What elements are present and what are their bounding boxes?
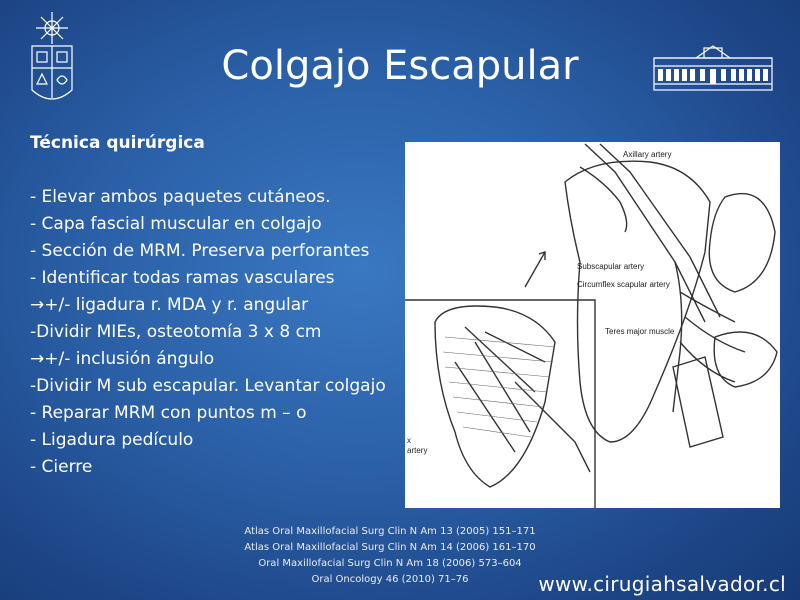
step-item: - Ligadura pedículo [30,430,194,450]
university-crest-icon [26,10,78,110]
step-item: →+/- ligadura r. MDA y r. angular [30,295,309,315]
technique-content [30,130,410,481]
anatomy-drawing-icon [405,142,780,508]
label-axillary-artery: Axillary artery [623,150,672,159]
section-heading: Técnica quirúrgica [30,133,205,153]
step-item: -Dividir M sub escapular. Levantar colgajo [30,376,386,396]
slide-title: Colgajo Escapular [221,43,579,89]
step-item: →+/- inclusión ángulo [30,349,215,369]
website-url: www.cirugiahsalvador.cl [538,572,786,596]
hospital-building-icon [652,44,774,94]
references [190,524,590,588]
label-subscapular-artery: Subscapular artery [577,262,645,271]
step-item: -Dividir MIEs, osteotomía 3 x 8 cm [30,322,322,342]
label-circumflex-scapular-artery: Circumflex scapular artery [577,280,670,289]
reference-item: Oral Maxillofacial Surg Clin N Am 18 (2006) 573–604 [258,558,522,569]
step-item: - Sección de MRM. Preserva perforantes [30,241,370,261]
reference-item: Atlas Oral Maxillofacial Surg Clin N Am 14 (2006) 161–170 [244,542,536,553]
step-item: - Elevar ambos paquetes cutáneos. [30,187,331,207]
step-item: - Identificar todas ramas vasculares [30,268,335,288]
step-item: - Cierre [30,457,93,477]
reference-item: Atlas Oral Maxillofacial Surg Clin N Am 13 (2005) 151–171 [244,526,536,537]
anatomy-figure [405,142,780,508]
step-item: - Capa fascial muscular en colgajo [30,214,322,234]
step-item: - Reparar MRM con puntos m – o [30,403,307,423]
label-partial-x: x [407,436,411,445]
label-teres-major-muscle: Teres major muscle [605,327,675,336]
label-partial-artery: artery [407,446,428,455]
reference-item: Oral Oncology 46 (2010) 71–76 [311,574,469,585]
